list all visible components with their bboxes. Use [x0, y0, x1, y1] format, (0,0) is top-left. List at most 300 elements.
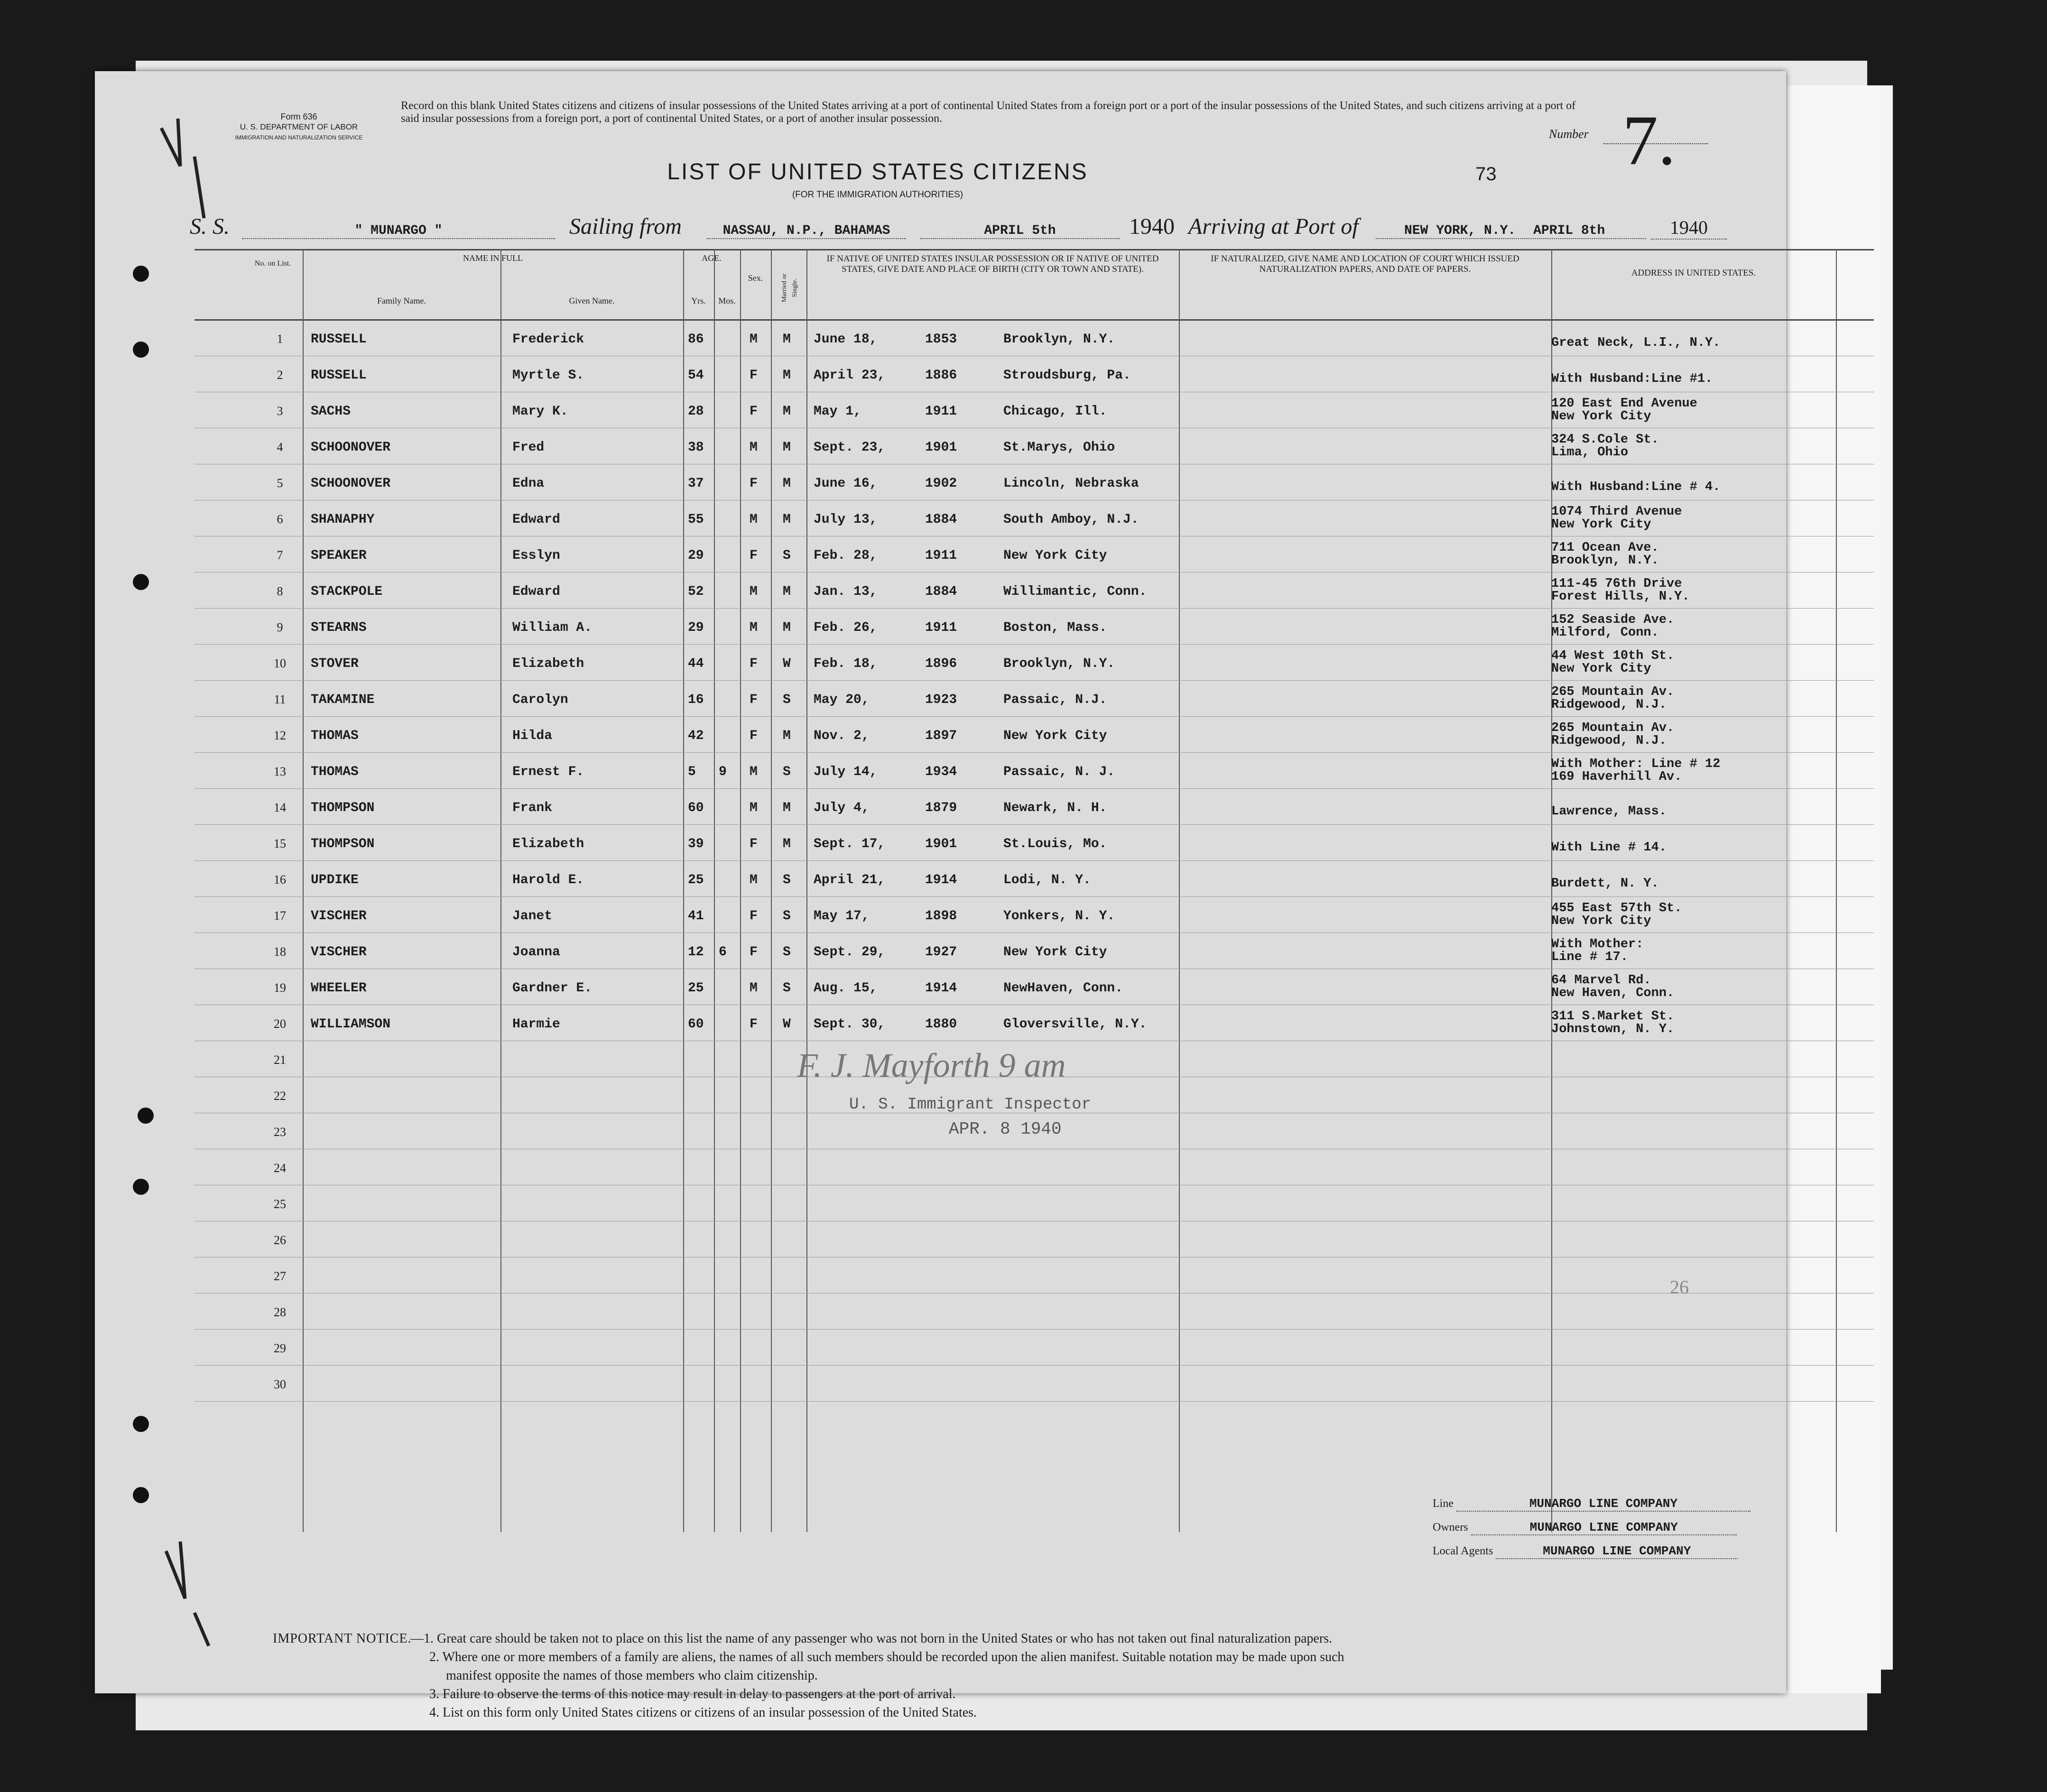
row-number: 7	[277, 548, 283, 562]
notice-item: 4. List on this form only United States citizens or citizens of an insular possession of the United States.	[429, 1705, 977, 1720]
age-years: 38	[688, 440, 704, 455]
birth-date: May 20,	[814, 693, 870, 707]
birth-place: Willimantic, Conn.	[1003, 584, 1147, 599]
row-rule	[195, 644, 1874, 645]
row-rule	[195, 680, 1874, 681]
row-rule	[195, 1329, 1874, 1330]
birth-place: Passaic, N. J.	[1003, 765, 1115, 779]
form-preamble: Record on this blank United States citizens and citizens of insular possessions of the United States arriving at a port of continental United States from a foreign port or a port of the insular possessions of the United States, and such citizens arriving at a port of said insular possessions from a foreign port, a port of continental United States, or a port of another insular possession.	[401, 100, 1576, 125]
marital-status: S	[783, 548, 791, 563]
birth-year: 1898	[925, 909, 957, 924]
birth-year: 1914	[925, 873, 957, 887]
birth-date: Sept. 30,	[814, 1017, 886, 1032]
given-name: Joanna	[512, 945, 560, 960]
given-name: Hilda	[512, 729, 553, 743]
row-number: 10	[274, 656, 286, 670]
row-number: 26	[274, 1233, 286, 1247]
row-number: 28	[274, 1305, 286, 1319]
owners-value: MUNARGO LINE COMPANY	[1471, 1520, 1737, 1535]
age-years: 60	[688, 801, 704, 815]
birth-year: 1896	[925, 656, 957, 671]
us-address: Great Neck, L.I., N.Y.	[1551, 336, 1721, 350]
given-name: Esslyn	[512, 548, 560, 563]
family-name: UPDIKE	[311, 873, 359, 887]
age-years: 39	[688, 837, 704, 851]
given-name: Carolyn	[512, 693, 568, 707]
table-top-rule	[195, 249, 1874, 250]
punch-hole	[133, 1416, 149, 1432]
birth-year: 1902	[925, 476, 957, 491]
birth-date: May 1,	[814, 404, 861, 419]
family-name: SCHOONOVER	[311, 440, 391, 455]
family-name: THOMPSON	[311, 801, 375, 815]
punch-hole	[133, 342, 149, 358]
given-name: Janet	[512, 909, 553, 924]
birth-year: 1934	[925, 765, 957, 779]
given-name: Myrtle S.	[512, 368, 584, 383]
us-address: 265 Mountain Av. Ridgewood, N.J.	[1551, 721, 1675, 748]
birth-place: New York City	[1003, 945, 1107, 960]
sex: M	[750, 584, 758, 599]
arrival-year-field	[1651, 213, 1727, 242]
from-port-field	[707, 213, 906, 242]
given-name: Edna	[512, 476, 545, 491]
age-years: 55	[688, 512, 704, 527]
handwritten-check-mark	[152, 109, 218, 232]
row-number: 6	[277, 512, 283, 526]
row-number: 29	[274, 1341, 286, 1355]
sex: M	[750, 981, 758, 996]
sex: F	[750, 909, 758, 924]
family-name: THOMAS	[311, 729, 359, 743]
row-rule	[195, 896, 1874, 897]
row-number: 22	[274, 1089, 286, 1103]
age-years: 25	[688, 981, 704, 996]
department-name: U. S. DEPARTMENT OF LABOR	[240, 122, 358, 131]
birth-year: 1923	[925, 693, 957, 707]
family-name: WHEELER	[311, 981, 367, 996]
birth-date: June 16,	[814, 476, 878, 491]
sex: M	[750, 620, 758, 635]
us-address: 111-45 76th Drive Forest Hills, N.Y.	[1551, 577, 1690, 604]
birth-place: St.Marys, Ohio	[1003, 440, 1115, 455]
birth-place: Chicago, Ill.	[1003, 404, 1107, 419]
col-header-family-name: Family Name.	[377, 296, 426, 305]
row-number: 9	[277, 620, 283, 634]
family-name: VISCHER	[311, 945, 367, 960]
row-number: 14	[274, 801, 286, 814]
row-rule	[195, 716, 1874, 717]
age-years: 60	[688, 1017, 704, 1032]
col-divider	[771, 249, 772, 1532]
age-months: 9	[719, 765, 727, 779]
family-name: SCHOONOVER	[311, 476, 391, 491]
row-number: 21	[274, 1053, 286, 1067]
birth-date: April 21,	[814, 873, 886, 887]
page-title: LIST OF UNITED STATES CITIZENS	[667, 159, 1088, 185]
birth-place: Passaic, N.J.	[1003, 693, 1107, 707]
sex: F	[750, 729, 758, 743]
marital-status: M	[783, 837, 791, 851]
col-header-married-single: Married or Single.	[781, 273, 798, 303]
birth-year: 1897	[925, 729, 957, 743]
marital-status: M	[783, 620, 791, 635]
page-number: 73	[1475, 164, 1497, 185]
given-name: Elizabeth	[512, 656, 584, 671]
row-number: 19	[274, 981, 286, 995]
row-rule	[195, 788, 1874, 789]
col-header-years: Yrs.	[691, 296, 706, 305]
marital-status: M	[783, 440, 791, 455]
row-number: 12	[274, 729, 286, 742]
birth-place: Gloversville, N.Y.	[1003, 1017, 1147, 1032]
age-years: 16	[688, 693, 704, 707]
birth-date: Nov. 2,	[814, 729, 870, 743]
us-address: 44 West 10th St. New York City	[1551, 649, 1675, 676]
row-number: 18	[274, 945, 286, 959]
birth-year: 1880	[925, 1017, 957, 1032]
family-name: STOVER	[311, 656, 359, 671]
agents-field	[1433, 1544, 1738, 1559]
age-years: 37	[688, 476, 704, 491]
sex: F	[750, 404, 758, 419]
family-name: RUSSELL	[311, 368, 367, 383]
row-number: 15	[274, 837, 286, 850]
arriving-label: Arriving at Port of	[1188, 214, 1359, 239]
birth-year: 1901	[925, 440, 957, 455]
col-divider	[714, 249, 715, 1532]
family-name: WILLIAMSON	[311, 1017, 391, 1032]
given-name: Harmie	[512, 1017, 560, 1032]
important-notice	[273, 1629, 1838, 1722]
given-name: William A.	[512, 620, 593, 635]
given-name: Fred	[512, 440, 545, 455]
birth-date: July 14,	[814, 765, 878, 779]
age-years: 29	[688, 620, 704, 635]
marital-status: S	[783, 765, 791, 779]
family-name: VISCHER	[311, 909, 367, 924]
birth-date: June 18,	[814, 332, 878, 347]
form-identification	[232, 111, 365, 143]
row-number: 8	[277, 584, 283, 598]
line-label: Line	[1433, 1497, 1454, 1510]
ship-name: " MUNARGO "	[242, 223, 555, 239]
birth-date: April 23,	[814, 368, 886, 383]
row-number: 1	[277, 332, 283, 346]
given-name: Harold E.	[512, 873, 584, 887]
service-name: IMMIGRATION AND NATURALIZATION SERVICE	[235, 134, 363, 141]
birth-place: Lincoln, Nebraska	[1003, 476, 1139, 491]
marital-status: S	[783, 981, 791, 996]
family-name: TAKAMINE	[311, 693, 375, 707]
us-address: Lawrence, Mass.	[1551, 804, 1667, 819]
given-name: Edward	[512, 584, 560, 599]
birth-date: May 17,	[814, 909, 870, 924]
given-name: Edward	[512, 512, 560, 527]
col-header-no: No. on List.	[254, 259, 291, 268]
family-name: RUSSELL	[311, 332, 367, 347]
sex: M	[750, 765, 758, 779]
birth-date: Jan. 13,	[814, 584, 878, 599]
sex: F	[750, 693, 758, 707]
sex: M	[750, 873, 758, 887]
arrival-year: 1940	[1651, 216, 1727, 240]
marital-status: M	[783, 512, 791, 527]
row-rule	[195, 608, 1874, 609]
passenger-table	[195, 249, 1874, 1532]
ship-name-field	[242, 213, 555, 242]
us-address: With Line # 14.	[1551, 841, 1667, 855]
col-divider	[740, 249, 741, 1532]
marital-status: M	[783, 584, 791, 599]
row-number: 30	[274, 1377, 286, 1391]
row-number: 24	[274, 1161, 286, 1175]
row-rule	[195, 824, 1874, 825]
punch-hole	[133, 1487, 149, 1503]
sex: M	[750, 512, 758, 527]
birth-place: Brooklyn, N.Y.	[1003, 332, 1115, 347]
inspector-stamp: U. S. Immigrant Inspector	[849, 1096, 1092, 1114]
row-number: 11	[274, 693, 286, 706]
row-number: 17	[274, 909, 286, 923]
us-address: With Husband:Line #1.	[1551, 372, 1713, 386]
row-number: 4	[277, 440, 283, 454]
arrival-port-line	[1376, 223, 1646, 239]
col-header-address: ADDRESS IN UNITED STATES.	[1631, 268, 1756, 278]
line-value: MUNARGO LINE COMPANY	[1456, 1496, 1751, 1512]
us-address: 1074 Third Avenue New York City	[1551, 505, 1682, 532]
us-address: 120 East End Avenue New York City	[1551, 397, 1697, 424]
age-years: 52	[688, 584, 704, 599]
notice-item: 3. Failure to observe the terms of this notice may result in delay to passengers at the port of arrival.	[429, 1687, 956, 1701]
row-number: 23	[274, 1125, 286, 1139]
col-header-given-name: Given Name.	[569, 296, 615, 305]
agents-value: MUNARGO LINE COMPANY	[1496, 1544, 1738, 1559]
birth-year: 1911	[925, 620, 957, 635]
col-header-birth: IF NATIVE OF UNITED STATES INSULAR POSSESSION OR IF NATIVE OF UNITED STATES, GIVE DATE AND PLACE OF BIRTH (CITY OR TOWN AND STATE).	[826, 254, 1159, 274]
row-number: 3	[277, 404, 283, 418]
row-number: 5	[277, 476, 283, 490]
sail-date: APRIL 5th	[920, 223, 1120, 239]
notice-item: 2. Where one or more members of a family are aliens, the names of all such members should be recorded upon the alien manifest. Suitable notation may be made upon such	[429, 1650, 1344, 1664]
birth-date: July 4,	[814, 801, 870, 815]
row-rule	[195, 1401, 1874, 1402]
marital-status: S	[783, 909, 791, 924]
given-name: Elizabeth	[512, 837, 584, 851]
sex: F	[750, 548, 758, 563]
marital-status: S	[783, 873, 791, 887]
age-years: 29	[688, 548, 704, 563]
row-number: 13	[274, 765, 286, 778]
marital-status: M	[783, 404, 791, 419]
row-rule	[195, 1365, 1874, 1366]
row-rule	[195, 860, 1874, 861]
col-header-months: Mos.	[718, 296, 736, 305]
owners-field	[1433, 1520, 1737, 1535]
handwritten-check-mark	[152, 1523, 218, 1665]
marital-status: M	[783, 729, 791, 743]
list-number-label: Number	[1549, 127, 1589, 141]
marital-status: M	[783, 801, 791, 815]
family-name: SACHS	[311, 404, 351, 419]
birth-date: Sept. 29,	[814, 945, 886, 960]
family-name: THOMPSON	[311, 837, 375, 851]
birth-place: St.Louis, Mo.	[1003, 837, 1107, 851]
birth-place: Yonkers, N. Y.	[1003, 909, 1115, 924]
birth-year: 1914	[925, 981, 957, 996]
sail-year: 1940	[1129, 214, 1175, 239]
birth-year: 1853	[925, 332, 957, 347]
row-rule	[195, 572, 1874, 573]
arrival-port: NEW YORK, N.Y.	[1404, 223, 1516, 238]
sailing-from-label: Sailing from	[569, 214, 682, 239]
us-address: With Husband:Line # 4.	[1551, 480, 1721, 494]
owners-label: Owners	[1433, 1521, 1468, 1533]
sex: F	[750, 1017, 758, 1032]
birth-year: 1911	[925, 548, 957, 563]
sex: F	[750, 945, 758, 960]
form-number: Form 636	[280, 112, 317, 121]
marital-status: S	[783, 693, 791, 707]
birth-place: New York City	[1003, 729, 1107, 743]
col-divider	[806, 249, 807, 1532]
notice-item: —1. Great care should be taken not to place on this list the name of any passenger who was not born in the United States or who has not taken out final naturalization papers.	[410, 1631, 1333, 1646]
col-header-sex: Sex.	[748, 273, 763, 283]
given-name: Gardner E.	[512, 981, 593, 996]
us-address: Burdett, N. Y.	[1551, 877, 1659, 891]
age-years: 86	[688, 332, 704, 347]
col-divider	[303, 249, 304, 1532]
birth-year: 1886	[925, 368, 957, 383]
us-address: With Mother: Line # 12 169 Haverhill Av.	[1551, 757, 1721, 784]
birth-year: 1911	[925, 404, 957, 419]
age-years: 41	[688, 909, 704, 924]
birth-date: Sept. 23,	[814, 440, 886, 455]
row-rule	[195, 752, 1874, 753]
inspector-signature: F. J. Mayforth 9 am	[797, 1046, 1066, 1084]
marital-status: S	[783, 945, 791, 960]
birth-place: New York City	[1003, 548, 1107, 563]
age-months: 6	[719, 945, 727, 960]
us-address: 455 East 57th St. New York City	[1551, 901, 1682, 928]
given-name: Frederick	[512, 332, 584, 347]
family-name: STEARNS	[311, 620, 367, 635]
notice-item: manifest opposite the names of those members who claim citizenship.	[446, 1668, 818, 1683]
family-name: SPEAKER	[311, 548, 367, 563]
us-address: 64 Marvel Rd. New Haven, Conn.	[1551, 973, 1675, 1000]
page-subtitle: (FOR THE IMMIGRATION AUTHORITIES)	[792, 190, 963, 200]
birth-date: Sept. 17,	[814, 837, 886, 851]
row-number: 20	[274, 1017, 286, 1031]
birth-year: 1884	[925, 584, 957, 599]
birth-date: Feb. 28,	[814, 548, 878, 563]
row-number: 27	[274, 1269, 286, 1283]
birth-place: Newark, N. H.	[1003, 801, 1107, 815]
birth-year: 1879	[925, 801, 957, 815]
us-address: With Mother: Line # 17.	[1551, 937, 1644, 964]
line-field	[1433, 1496, 1751, 1512]
stamp-date: APR. 8 1940	[949, 1119, 1062, 1139]
arrival-date: APRIL 8th	[1533, 223, 1605, 238]
age-years: 44	[688, 656, 704, 671]
marital-status: W	[783, 656, 791, 671]
given-name: Ernest F.	[512, 765, 584, 779]
birth-place: Lodi, N. Y.	[1003, 873, 1091, 887]
age-years: 5	[688, 765, 696, 779]
age-years: 54	[688, 368, 704, 383]
age-years: 12	[688, 945, 704, 960]
birth-date: Feb. 26,	[814, 620, 878, 635]
from-port: NASSAU, N.P., BAHAMAS	[707, 223, 906, 239]
family-name: SHANAPHY	[311, 512, 375, 527]
family-name: THOMAS	[311, 765, 359, 779]
punch-hole	[133, 266, 149, 282]
birth-year: 1901	[925, 837, 957, 851]
arrival-port-field	[1376, 213, 1646, 242]
sex: F	[750, 368, 758, 383]
birth-year: 1927	[925, 945, 957, 960]
marital-status: W	[783, 1017, 791, 1032]
birth-date: July 13,	[814, 512, 878, 527]
punch-hole	[138, 1108, 154, 1124]
col-header-naturalized: IF NATURALIZED, GIVE NAME AND LOCATION OF COURT WHICH ISSUED NATURALIZATION PAPERS, AND DATE OF PAPERS.	[1211, 254, 1519, 274]
us-address: 711 Ocean Ave. Brooklyn, N.Y.	[1551, 541, 1659, 568]
ss-label: S. S.	[190, 214, 230, 239]
col-divider	[1836, 249, 1837, 1532]
row-number: 16	[274, 873, 286, 887]
us-address: 311 S.Market St. Johnstown, N. Y.	[1551, 1009, 1675, 1036]
col-divider	[500, 249, 501, 1532]
col-divider	[1179, 249, 1180, 1532]
given-name: Mary K.	[512, 404, 568, 419]
sex: M	[750, 440, 758, 455]
sex: F	[750, 476, 758, 491]
notice-title: IMPORTANT NOTICE.	[273, 1631, 412, 1646]
marital-status: M	[783, 368, 791, 383]
birth-place: NewHaven, Conn.	[1003, 981, 1123, 996]
agents-label: Local Agents	[1433, 1545, 1493, 1557]
marital-status: M	[783, 332, 791, 347]
list-number-value: 7.	[1622, 101, 1676, 180]
col-divider	[683, 249, 684, 1532]
row-number: 2	[277, 368, 283, 382]
punch-hole	[133, 1179, 149, 1195]
age-years: 25	[688, 873, 704, 887]
sex: F	[750, 837, 758, 851]
sex: M	[750, 332, 758, 347]
us-address: 265 Mountain Av. Ridgewood, N.J.	[1551, 685, 1675, 712]
birth-date: Aug. 15,	[814, 981, 878, 996]
col-header-age: AGE.	[702, 253, 722, 263]
punch-hole	[133, 574, 149, 590]
birth-date: Feb. 18,	[814, 656, 878, 671]
col-header-name-in-full: NAME IN FULL	[463, 253, 523, 263]
us-address: 324 S.Cole St. Lima, Ohio	[1551, 433, 1659, 460]
family-name: STACKPOLE	[311, 584, 383, 599]
birth-place: Stroudsburg, Pa.	[1003, 368, 1131, 383]
birth-place: Boston, Mass.	[1003, 620, 1107, 635]
age-years: 42	[688, 729, 704, 743]
birth-place: South Amboy, N.J.	[1003, 512, 1139, 527]
sex: F	[750, 656, 758, 671]
age-years: 28	[688, 404, 704, 419]
birth-year: 1884	[925, 512, 957, 527]
margin-note: 26	[1670, 1276, 1689, 1298]
marital-status: M	[783, 476, 791, 491]
manifest-page	[95, 71, 1786, 1720]
given-name: Frank	[512, 801, 553, 815]
sail-date-field	[920, 213, 1120, 242]
